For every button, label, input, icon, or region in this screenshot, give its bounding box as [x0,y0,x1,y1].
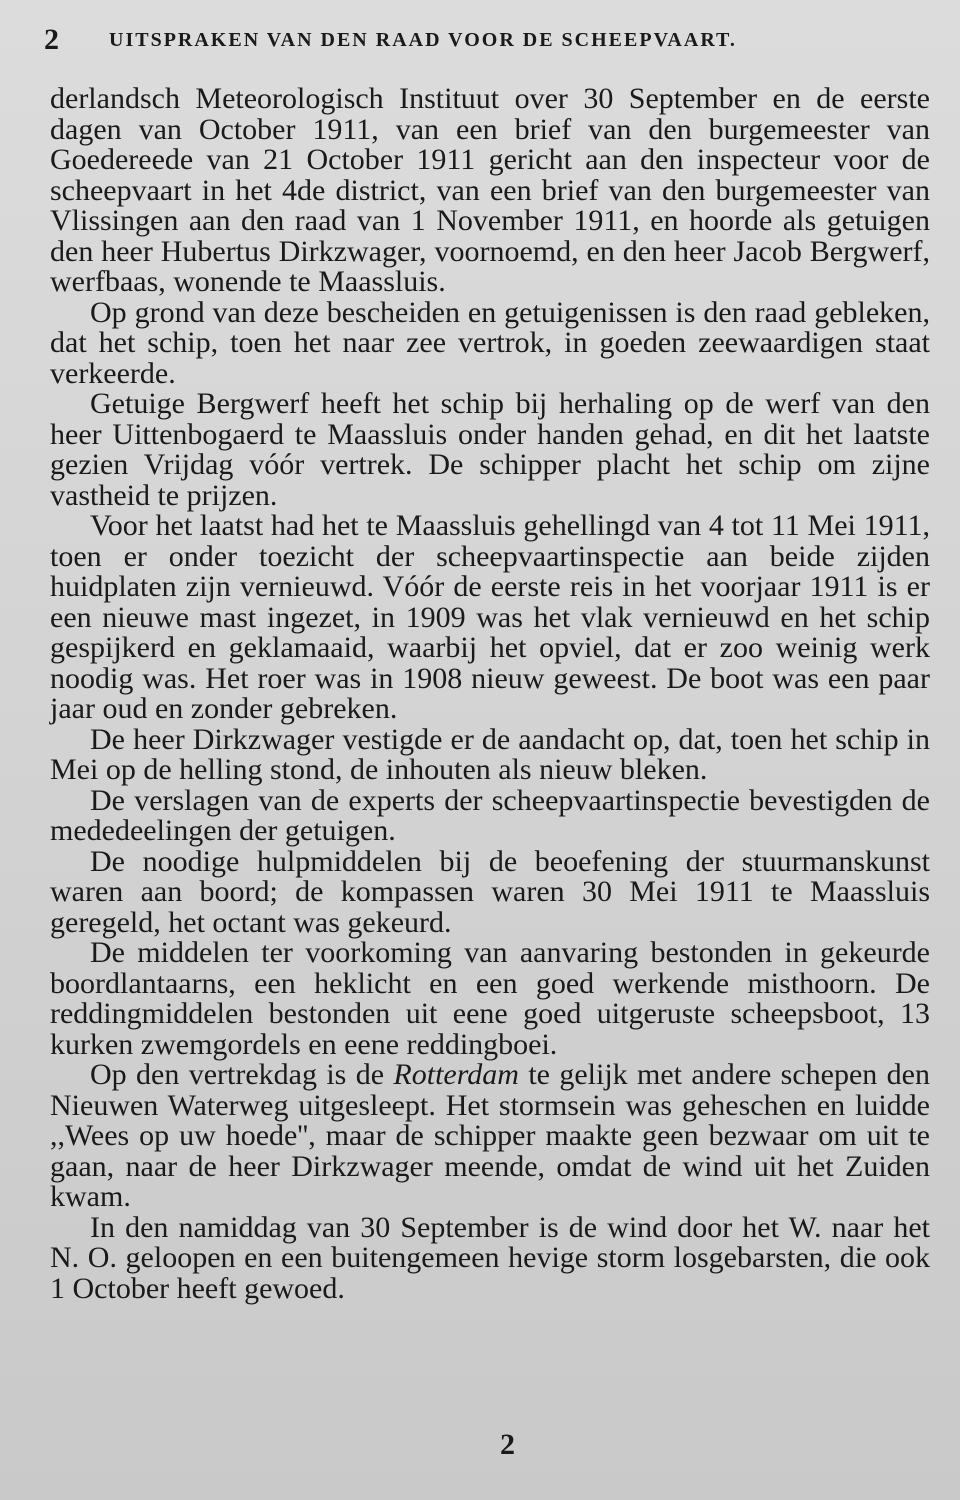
departure-text-after: te gelijk met andere schepen den Nieuwen Waterweg uitgesleept. Het stormsein was geheschen en luidde ,,Wees op uw hoede'', maar de schipper maakte geen bezwaar om uit te gaan, naar de heer Dirkzwager meende, omdat de wind uit het Zuiden kwam. [50,1058,930,1213]
page-header [44,18,920,62]
paragraph: derlandsch Meteorologisch Instituut over 30 September en de eerste dagen van October 1911, van een brief van den burgemeester van Goedereede van 21 October 1911 gericht aan den inspecteur voor de scheepvaart in het 4de district, van een brief van den burgemeester van Vlissingen aan den raad van 1 November 1911, en hoorde als getuigen den heer Hubertus Dirkzwager, voornoemd, en den heer Jacob Bergwerf, werfbaas, wonende te Maassluis. [50,82,930,298]
last-paragraph: In den namiddag van 30 September is de wind door het W. naar het N. O. geloopen en een buitengemeen hevige storm losgebarsten, die ook 1 October heeft gewoed. [50,1210,930,1305]
signature-mark: 2 [500,1428,515,1461]
paragraph: De middelen ter voorkoming van aanvaring bestonden in gekeurde boordlantaarns, een heklicht en een goed werkende misthoorn. De reddingmiddelen bestonden uit eene goed uitgeruste scheepsboot, 13 kurken zwemgordels en eene reddingboei. [50,936,930,1061]
paragraph: Getuige Bergwerf heeft het schip bij herhaling op de werf van den heer Uittenbogaerd te Maassluis onder handen gehad, en dit het laatste gezien Vrijdag vóór vertrek. De schipper placht het schip om zijne vastheid te prijzen. [50,387,930,512]
paragraph: De heer Dirkzwager vestigde er de aandacht op, dat, toen het schip in Mei op de helling stond, de inhouten als nieuw bleken. [50,722,930,786]
paragraph: Op grond van deze bescheiden en getuigenissen is den raad gebleken, dat het schip, toen het naar zee vertrok, in goeden zeewaardigen staat verkeerde. [50,295,930,390]
departure-text-before: Op den vertrekdag is de [90,1058,394,1091]
paragraph: De verslagen van de experts der scheepvaartinspectie bevestigden de mededeelingen der getuigen. [50,783,930,847]
page-number: 2 [44,23,59,56]
paragraph: De noodige hulpmiddelen bij de beoefening der stuurmanskunst waren aan boord; de kompassen waren 30 Mei 1911 te Maassluis geregeld, het octant was gekeurd. [50,844,930,939]
departure-paragraph [50,1060,930,1213]
paragraph: Voor het laatst had het te Maassluis gehellingd van 4 tot 11 Mei 1911, toen er onder toezicht der scheepvaartinspectie aan beide zijden huidplaten zijn vernieuwd. Vóór de eerste reis in het voorjaar 1911 is er een nieuwe mast ingezet, in 1909 was het vlak vernieuwd en het schip gespijkerd en geklamaaid, waarbij het opviel, dat er zoo weinig werk noodig was. Het roer was in 1908 nieuw geweest. De boot was een paar jaar oud en zonder gebreken. [50,509,930,725]
running-title: UITSPRAKEN VAN DEN RAAD VOOR DE SCHEEPVAART. [109,28,737,51]
ship-name: Rotterdam [393,1058,519,1091]
body-text [50,84,930,1304]
